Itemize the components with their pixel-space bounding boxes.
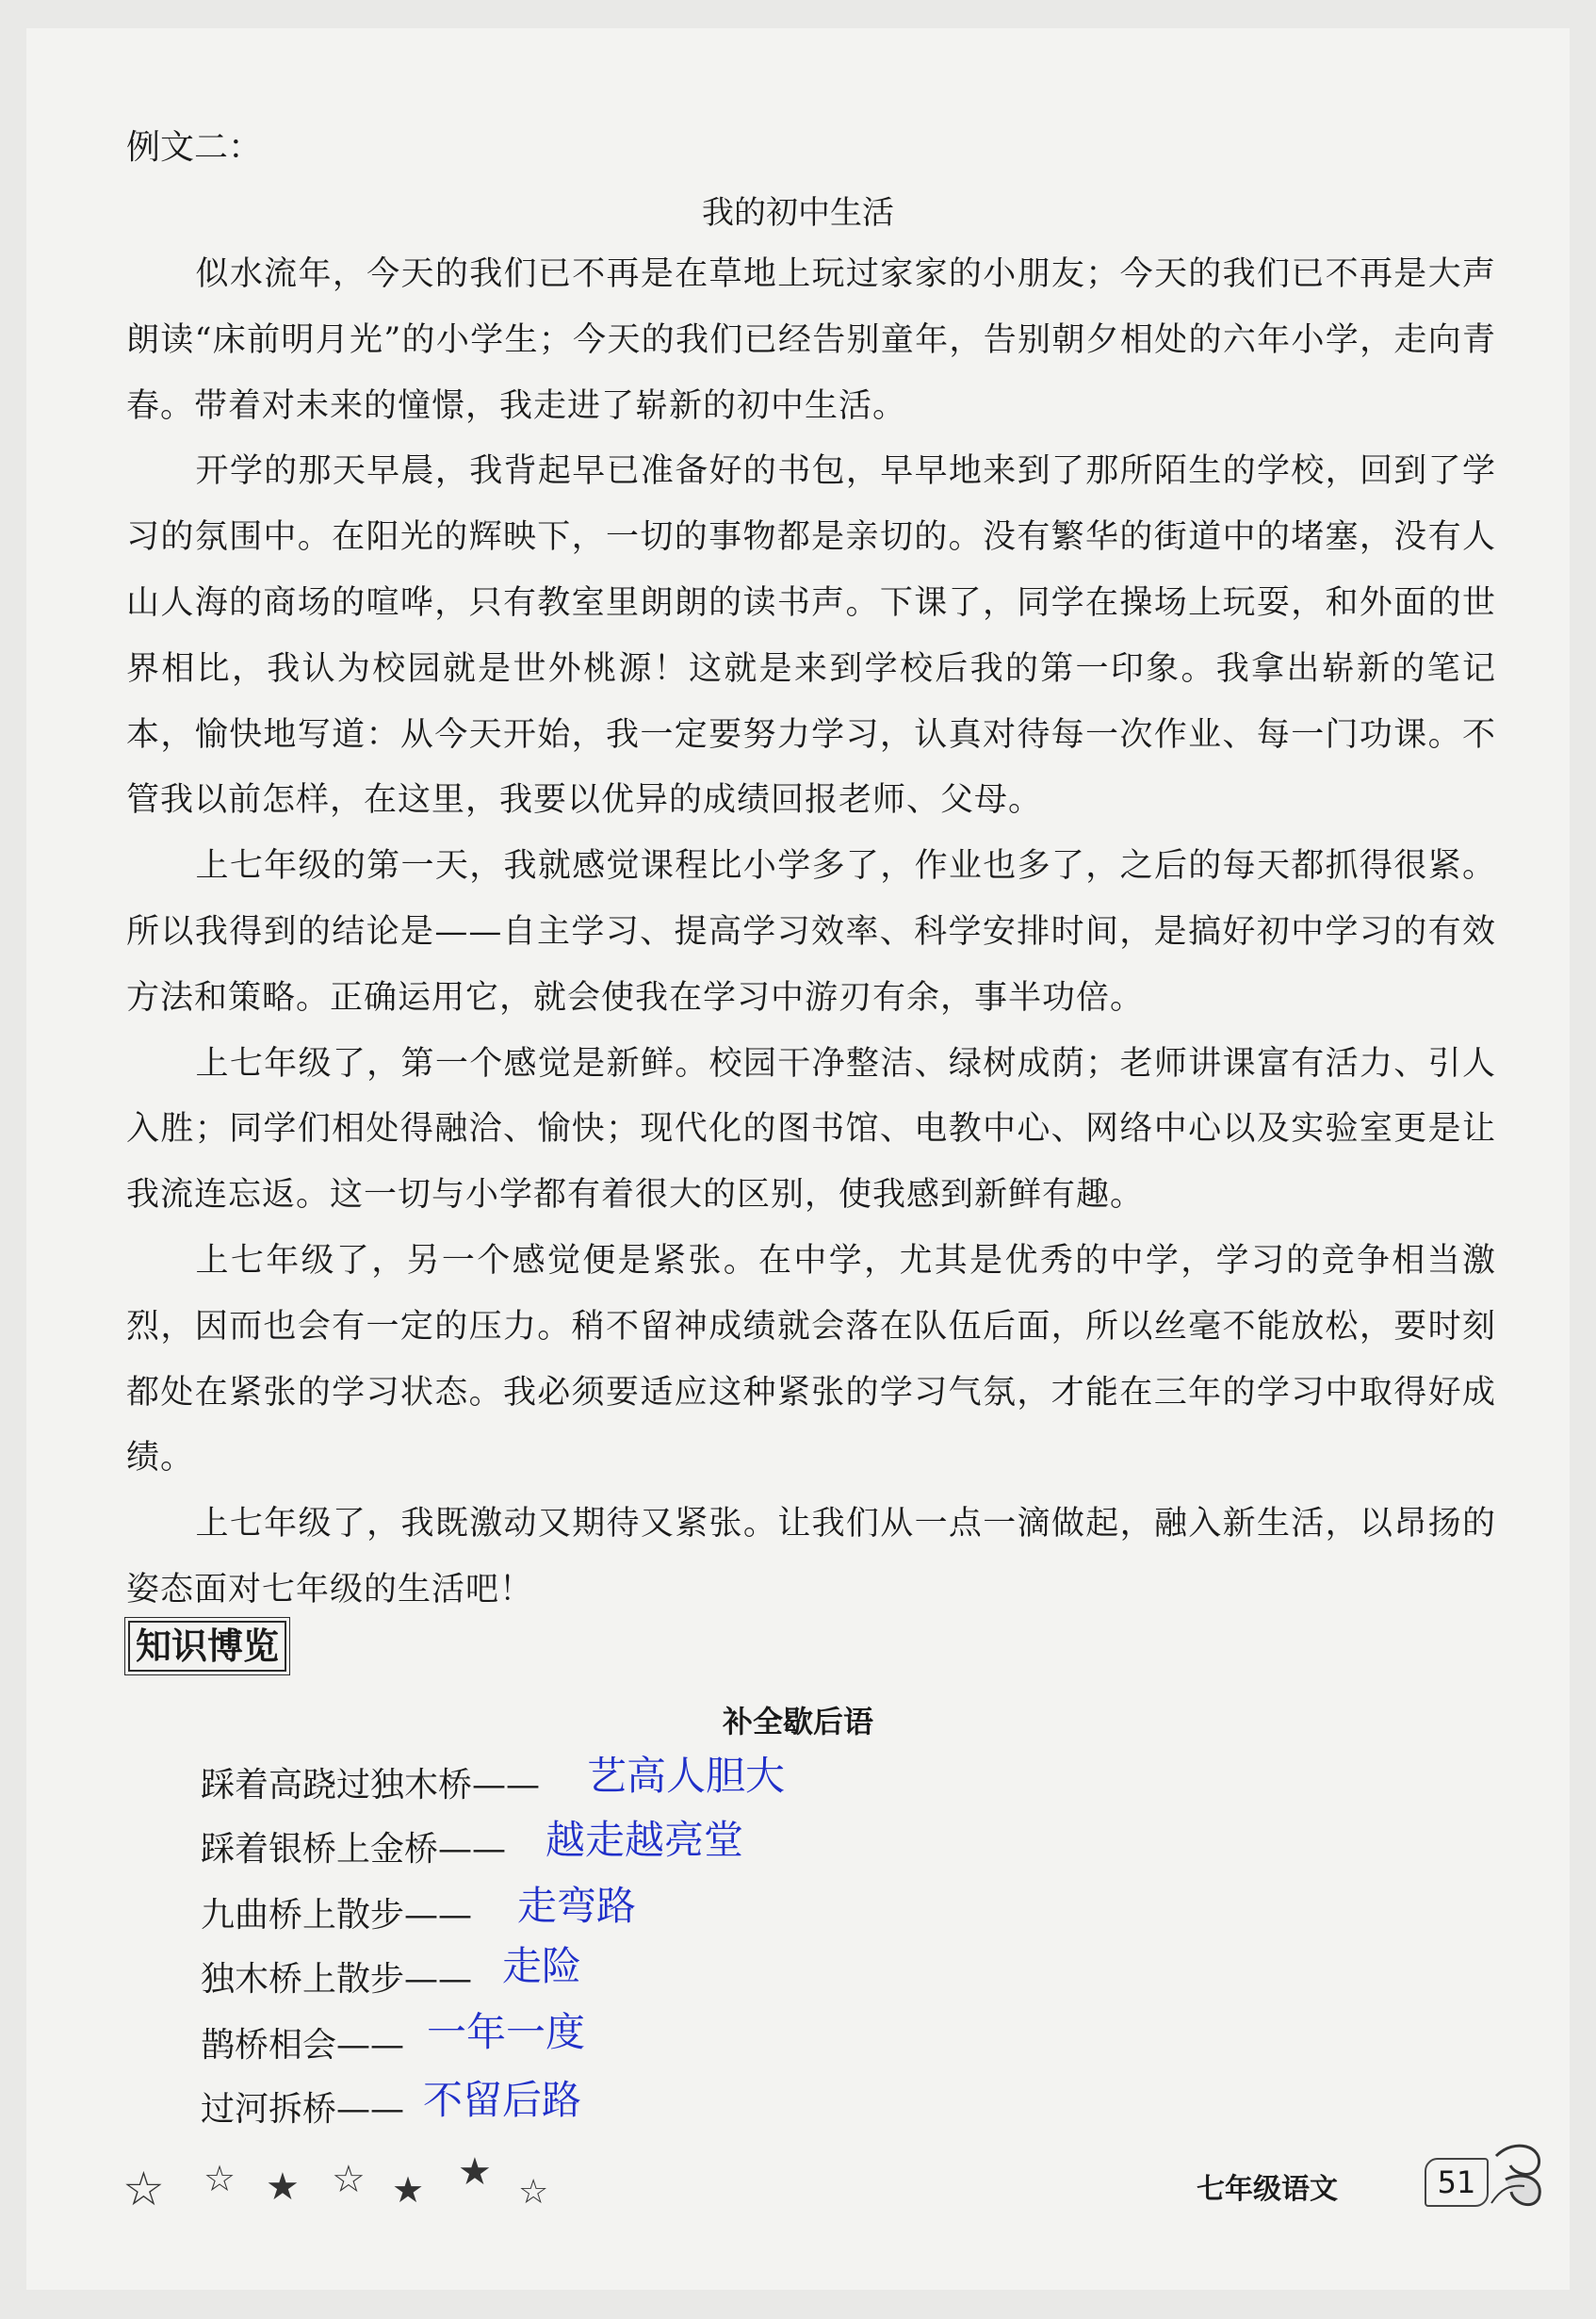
idiom-prompt: 过河拆桥—— (201, 2090, 405, 2129)
idiom-answer: 一年一度 (427, 2009, 586, 2055)
essay-paragraph: 上七年级了，另一个感觉便是紧张。在中学，尤其是优秀的中学，学习的竞争相当激烈，因而也会有一定的压力。稍不留神成绩就会落在队伍后面，所以丝毫不能放松，要时刻都处在紧张的学习状态。我必须要适应这种紧张的学习气氛，才能在三年的学习中取得好成绩。 (126, 1241, 1496, 1478)
essay-paragraph: 上七年级的第一天，我就感觉课程比小学多了，作业也多了，之后的每天都抓得很紧。所以我得到的结论是——自主学习、提高学习效率、科学安排时间，是搞好初中学习的有效方法和策略。正确运用它，就会使我在学习中游刃有余，事半功倍。 (126, 847, 1496, 1017)
idiom-item (201, 1883, 637, 1936)
idiom-prompt: 鹊桥相会—— (201, 2026, 405, 2065)
essay-paragraph: 似水流年，今天的我们已不再是在草地上玩过家家的小朋友；今天的我们已不再是大声朗读“床前明月光”的小学生；今天的我们已经告别童年，告别朝夕相处的六年小学，走向青春。带着对未来的憧憬，我走进了崭新的初中生活。 (126, 255, 1496, 425)
essay-paragraph: 开学的那天早晨，我背起早已准备好的书包，早早地来到了那所陌生的学校，回到了学习的氛围中。在阳光的辉映下，一切的事物都是亲切的。没有繁华的街道中的堵塞，没有人山人海的商场的喧哗，只有教室里朗朗的读书声。下课了，同学在操场上玩耍，和外面的世界相比，我认为校园就是世外桃源！这就是来到学校后我的第一印象。我拿出崭新的笔记本，愉快地写道：从今天开始，我一定要努力学习，认真对待每一次作业、每一门功课。不管我以前怎样，在这里，我要以优异的成绩回报老师、父母。 (126, 452, 1496, 820)
leaf-ornament-icon (1487, 2137, 1553, 2213)
essay-body (126, 242, 1496, 1624)
decorative-stars (122, 2148, 575, 2214)
idiom-answer: 走弯路 (517, 1883, 637, 1929)
idiom-item (201, 2009, 586, 2066)
star-filled-icon: ★ (458, 2150, 492, 2194)
section-box-title: 知识博览 (128, 1621, 286, 1672)
essay-title: 我的初中生活 (702, 194, 894, 232)
essay-paragraph: 上七年级了，第一个感觉是新鲜。校园干净整洁、绿树成荫；老师讲课富有活力、引人入胜；同学们相处得融洽、愉快；现代化的图书馆、电教中心、网络中心以及实验室更是让我流连忘返。这一切与小学都有着很大的区别，使我感到新鲜有趣。 (126, 1044, 1496, 1215)
idiom-answer: 越走越亮堂 (546, 1817, 744, 1863)
page-number: 51 (1425, 2158, 1489, 2207)
idiom-item (201, 1753, 786, 1806)
idiom-prompt: 九曲桥上散步—— (201, 1896, 473, 1935)
essay-paragraph: 上七年级了，我既激动又期待又紧张。让我们从一点一滴做起，融入新生活，以昂扬的姿态面对七年级的生活吧！ (126, 1505, 1496, 1609)
idiom-item (201, 2077, 582, 2131)
idiom-answer: 艺高人胆大 (587, 1753, 786, 1799)
star-outline-icon: ☆ (518, 2173, 549, 2212)
idiom-prompt: 踩着银桥上金桥—— (201, 1830, 507, 1869)
star-filled-icon: ★ (266, 2165, 300, 2209)
idioms-section-title: 补全歇后语 (722, 1704, 873, 1739)
idiom-item (201, 1943, 582, 2001)
idiom-item (201, 1817, 744, 1870)
example-label: 例文二： (126, 128, 263, 167)
idiom-prompt: 独木桥上散步—— (201, 1960, 473, 1999)
idiom-prompt: 踩着高跷过独木桥—— (201, 1766, 541, 1805)
star-outline-icon: ☆ (332, 2158, 366, 2201)
star-outline-icon: ☆ (204, 2158, 236, 2199)
star-filled-icon: ★ (392, 2169, 425, 2211)
idiom-answer: 不留后路 (423, 2077, 582, 2123)
star-outline-icon: ☆ (122, 2162, 165, 2216)
idiom-answer: 走险 (502, 1943, 582, 1989)
book-title: 七年级语文 (1197, 2173, 1338, 2206)
